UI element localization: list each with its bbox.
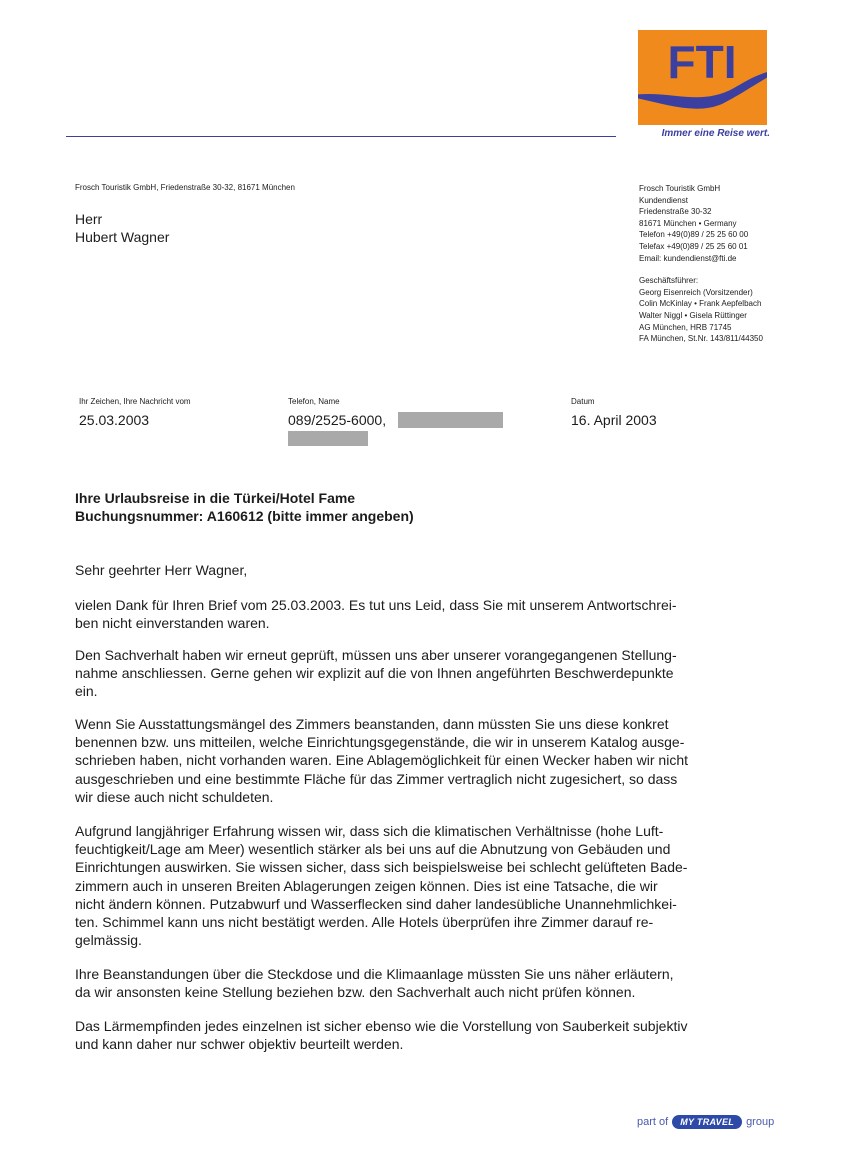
booking-number-line: Buchungsnummer: A160612 (bitte immer angeben) xyxy=(75,508,414,524)
redacted-name xyxy=(398,412,503,428)
text-line: Aufgrund langjähriger Erfahrung wissen wir, dass sich die klimatischen Verhältnisse (hohe Luft- xyxy=(75,823,664,839)
greeting xyxy=(75,561,755,579)
paragraph-thanks xyxy=(75,596,755,632)
company-line: Telefax +49(0)89 / 25 25 60 01 xyxy=(639,241,748,251)
company-line: Kundendienst xyxy=(639,195,688,205)
redacted-name-continued xyxy=(288,431,368,446)
text-line: ausgeschrieben und eine bestimmte Fläche für das Zimmer vertraglich nicht zugesichert, so dass xyxy=(75,770,678,787)
company-line: Frosch Touristik GmbH xyxy=(639,184,721,193)
company-line: Friedenstraße 30-32 xyxy=(639,207,712,217)
subject-heading xyxy=(75,489,414,525)
recipient-salutation: Herr xyxy=(75,211,103,227)
text-line: Einrichtungen auswirken. Sie wissen sicher, dass sich beispielsweise bei schlecht gelüfteten Bade- xyxy=(75,859,688,876)
header-divider xyxy=(66,136,616,137)
management-line: Georg Eisenreich (Vorsitzender) xyxy=(639,287,753,297)
reference-label: Ihr Zeichen, Ihre Nachricht vom xyxy=(79,397,191,406)
paragraph-socket-aircon xyxy=(75,965,755,1001)
registry-line: AG München, HRB 71745 xyxy=(639,322,732,332)
management-line: Geschäftsführer: xyxy=(639,276,699,286)
text-line: nahme anschliessen. Gerne gehen wir explizit auf die von Ihnen angeführten Beschwerdepunkte xyxy=(75,665,674,682)
text-line: ten. Schimmel kann uns nicht bestätigt werden. Alle Hotels überprüfen ihre Zimmer darauf re- xyxy=(75,914,654,931)
sender-address-line: Frosch Touristik GmbH, Friedenstraße 30-32, 81671 München xyxy=(75,183,295,192)
paragraph-noise xyxy=(75,1017,755,1053)
slogan: Immer eine Reise wert. xyxy=(661,128,770,139)
registry-line: FA München, St.Nr. 143/811/44350 xyxy=(639,334,763,344)
text-line: benennen bzw. uns mitteilen, welche Einrichtungsgegenstände, die wir in unserem Katalog ausge- xyxy=(75,734,685,751)
fti-logo xyxy=(638,30,767,125)
text-line: Den Sachverhalt haben wir erneut geprüft, müssen uns aber unserer vorangegangenen Stellung- xyxy=(75,647,677,663)
text-line: ben nicht einverstanden waren. xyxy=(75,615,270,632)
recipient-name: Hubert Wagner xyxy=(75,229,170,245)
text-line: da wir ansonsten keine Stellung beziehen bzw. den Sachverhalt auch nicht prüfen können. xyxy=(75,984,636,1001)
mytravel-logo: MY TRAVEL xyxy=(672,1115,742,1129)
footer-brand xyxy=(637,1115,774,1129)
date-label: Datum xyxy=(571,397,595,406)
text-line: wir diese auch nicht schuldeten. xyxy=(75,788,274,805)
company-email: Email: kundendienst@fti.de xyxy=(639,253,737,263)
company-info xyxy=(639,183,763,345)
fti-logo-graphic xyxy=(638,30,767,125)
greeting-text: Sehr geehrter Herr Wagner, xyxy=(75,562,248,578)
text-line: Wenn Sie Ausstattungsmängel des Zimmers beanstanden, dann müssten Sie uns diese konkret xyxy=(75,716,669,732)
footer-part-of: part of xyxy=(637,1116,669,1128)
logo-text: FTI xyxy=(667,36,737,88)
text-line: nicht ändern können. Putzabwurf und Wasserflecken sind daher landesübliche Unannehmlichkei- xyxy=(75,895,677,912)
paragraph-room-defects xyxy=(75,715,755,806)
text-line: Das Lärmempfinden jedes einzelnen ist sicher ebenso wie die Vorstellung von Sauberkeit subjektiv xyxy=(75,1018,688,1034)
company-line: Telefon +49(0)89 / 25 25 60 00 xyxy=(639,230,749,240)
paragraph-review xyxy=(75,646,755,701)
phone-name-label: Telefon, Name xyxy=(288,397,340,406)
phone-number: 089/2525-6000, xyxy=(288,412,387,428)
text-line: feuchtigkeit/Lage am Meer) wesentlich stärker als bei uns auf die Abnutzung von Gebäuden und xyxy=(75,841,671,858)
text-line: und kann daher nur schwer objektiv beurteilt werden. xyxy=(75,1036,404,1053)
text-line: vielen Dank für Ihren Brief vom 25.03.2003. Es tut uns Leid, dass Sie mit unserem Antwortschrei- xyxy=(75,597,677,613)
text-line: zimmern auch in unseren Breiten Ablagerungen zeigen können. Dies ist eine Tatsache, die wir xyxy=(75,877,658,894)
management-line: Walter Niggl • Gisela Rüttinger xyxy=(639,310,747,320)
text-line: Ihre Beanstandungen über die Steckdose und die Klimaanlage müssten Sie uns näher erläutern, xyxy=(75,966,674,982)
management-line: Colin McKinlay • Frank Aepfelbach xyxy=(639,299,762,309)
paragraph-climate xyxy=(75,822,755,949)
text-line: schrieben haben, nicht vorhanden waren. Eine Ablagemöglichkeit für einen Wecker haben wir nicht xyxy=(75,752,688,769)
text-line: gelmässig. xyxy=(75,932,142,949)
company-line: 81671 München • Germany xyxy=(639,218,737,228)
recipient-address xyxy=(75,210,169,246)
footer-group: group xyxy=(746,1116,775,1128)
letter-date: 16. April 2003 xyxy=(571,412,657,428)
text-line: ein. xyxy=(75,683,98,700)
reference-date: 25.03.2003 xyxy=(79,412,150,428)
subject-line: Ihre Urlaubsreise in die Türkei/Hotel Fame xyxy=(75,490,356,506)
